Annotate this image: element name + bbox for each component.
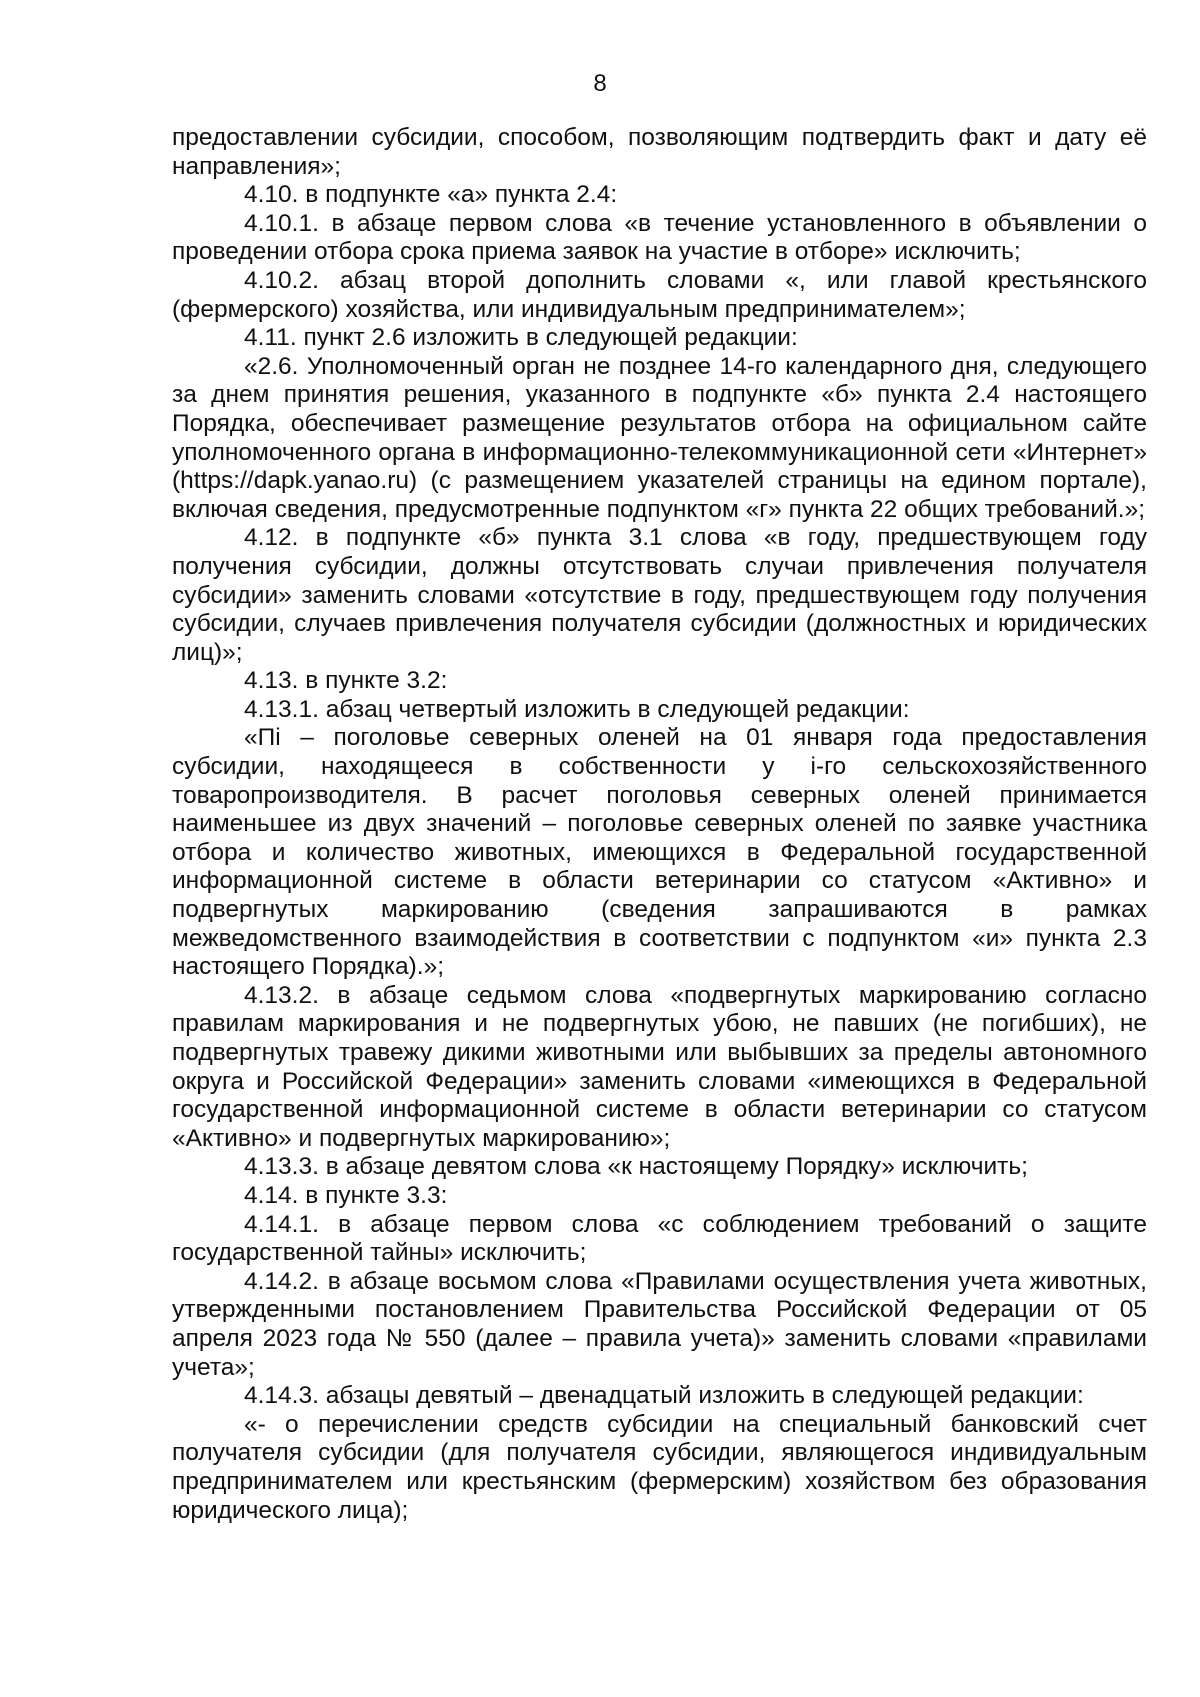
- paragraph-4-14-1: 4.14.1. в абзаце первом слова «с соблюдением требований о защите государственной тайны» исключить;: [172, 1210, 1147, 1267]
- paragraph-4-13-3: 4.13.3. в абзаце девятом слова «к настоящему Порядку» исключить;: [244, 1153, 1028, 1181]
- paragraph-continuation: предоставлении субсидии, способом, позволяющим подтвердить факт и дату её направления»;: [172, 124, 1147, 180]
- document-body: [172, 124, 1147, 1525]
- paragraph-quote-pi: «Пi – поголовье северных оленей на 01 января года предоставления субсидии, находящееся в собственности у i-го сельскохозяйственного товаропроизводителя. В расчет поголовья северных оленей принимается наименьшее из двух значений – поголовье северных оленей по заявке участника отбора и количество животных, имеющихся в Федеральной государственной информационной системе в области ветеринарии со статусом «Активно» и подвергнутых маркированию (сведения запрашиваются в рамках межведомственного взаимодействия в соответствии с подпунктом «и» пункта 2.3 настоящего Порядка).»;: [172, 724, 1147, 981]
- paragraph-4-10-1: 4.10.1. в абзаце первом слова «в течение установленного в объявлении о проведении отбора срока приема заявок на участие в отборе» исключить;: [172, 209, 1147, 266]
- paragraph-4-13-1: 4.13.1. абзац четвертый изложить в следующей редакции:: [244, 695, 910, 723]
- paragraph-quote-2-6: «2.6. Уполномоченный орган не позднее 14-го календарного дня, следующего за днем принятия решения, указанного в подпункте «б» пункта 2.4 настоящего Порядка, обеспечивает размещение результатов отбора на официальном сайте уполномоченного органа в информационно-телекоммуникационной сети «Интернет» (https://dapk.yanao.ru) (с размещением указателей страницы на едином портале), включая сведения, предусмотренные подпунктом «г» пункта 22 общих требований.»;: [172, 352, 1147, 523]
- paragraph-4-14: 4.14. в пункте 3.3:: [244, 1181, 448, 1209]
- paragraph-4-10: 4.10. в подпункте «а» пункта 2.4:: [244, 181, 618, 209]
- paragraph-4-11: 4.11. пункт 2.6 изложить в следующей редакции:: [244, 324, 798, 352]
- paragraph-4-13: 4.13. в пункте 3.2:: [244, 667, 448, 695]
- paragraph-4-14-2: 4.14.2. в абзаце восьмом слова «Правилами осуществления учета животных, утвержденными постановлением Правительства Российской Федерации от 05 апреля 2023 года № 550 (далее – правила учета)» заменить словами «правилами учета»;: [172, 1267, 1147, 1381]
- page-number: 8: [593, 70, 607, 97]
- paragraph-4-13-2: 4.13.2. в абзаце седьмом слова «подвергнутых маркированию согласно правилам маркирования и не подвергнутых убою, не павших (не погибших), не подвергнутых травежу дикими животными или выбывших за пределы автономного округа и Российской Федерации» заменить словами «имеющихся в Федеральной государственной информационной системе в области ветеринарии со статусом «Активно» и подвергнутых маркированию»;: [172, 981, 1147, 1152]
- paragraph-4-12: 4.12. в подпункте «б» пункта 3.1 слова «в году, предшествующем году получения субсидии, должны отсутствовать случаи привлечения получателя субсидии» заменить словами «отсутствие в году, предшествующем году получения субсидии, случаев привлечения получателя субсидии (должностных и юридических лиц)»;: [172, 524, 1147, 666]
- paragraph-quote-bank-account: «- о перечислении средств субсидии на специальный банковский счет получателя субсидии (для получателя субсидии, являющегося индивидуальным предпринимателем или крестьянским (фермерским) хозяйством без образования юридического лица);: [172, 1410, 1147, 1524]
- paragraph-4-10-2: 4.10.2. абзац второй дополнить словами «, или главой крестьянского (фермерского) хозяйства, или индивидуальным предпринимателем»;: [172, 266, 1147, 323]
- paragraph-4-14-3: 4.14.3. абзацы девятый – двенадцатый изложить в следующей редакции:: [244, 1382, 1084, 1410]
